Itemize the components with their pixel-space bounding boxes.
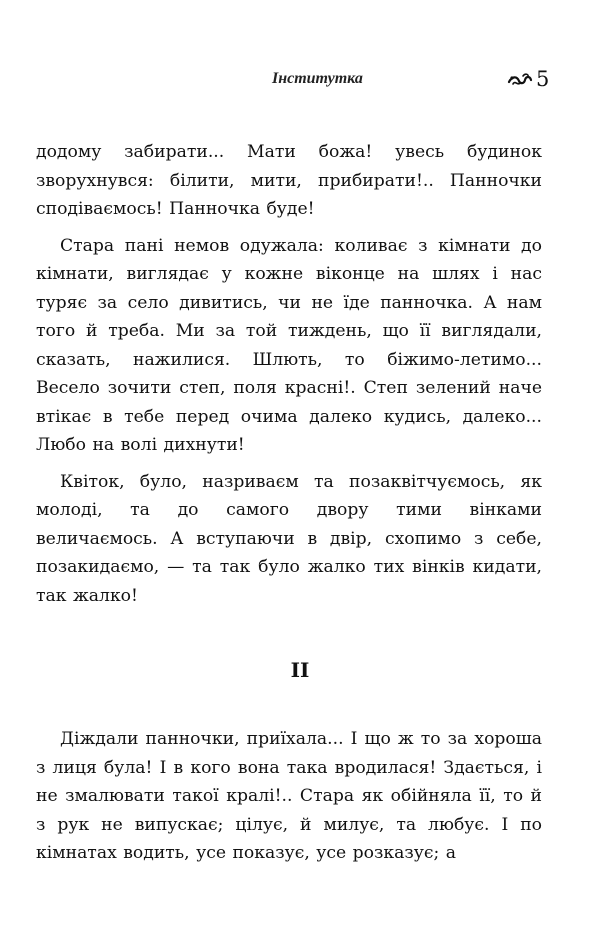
paragraph-4: Діждали панночки, приїхала... І що ж то за хороша з лиця була! І в кого вона така вродилася! Здається, і не змалювати такої кралі!.. Стара як обійняла її, то й з рук не випускає; цілує, й милує, та любує. І по кімнатах водить, усе показує, усе розказує; а (36, 729, 542, 863)
paragraph-2: Стара пані немов одужала: коливає з кімнати до кімнати, виглядає у кожне віконце на шлях і нас туряє за село дивитись, чи не їде панночка. А нам того й треба. Ми за той тиждень, що її виглядали, сказать, нажилися. Шлють, то біжимо-летимо... Весело зочити степ, поля красні!. Степ зелений наче втікає в тебе перед очима далеко кудись, далеко... Любо на волі дихнути! (36, 235, 542, 455)
body-text-top (36, 138, 542, 610)
running-title: Інститутка (272, 70, 363, 87)
page-number: 5 (536, 67, 550, 91)
chapter-heading: II (290, 658, 310, 682)
paragraph-3: Квіток, було, назриваєм та позаквітчуємось, як молоді, та до самого двору тими вінками величаємось. А вступаючи в двір, схопимо з себе, позакидаємо, — та так було жалко тих вінків кидати, так жалко! (36, 471, 542, 606)
page-header (0, 68, 600, 92)
body-text-bottom (36, 725, 542, 868)
fleuron-icon (507, 72, 533, 88)
paragraph-1: додому забирати... Мати божа! увесь будинок зворухнувся: білити, мити, прибирати!.. Панночки сподіваємось! Панночка буде! (36, 142, 542, 219)
